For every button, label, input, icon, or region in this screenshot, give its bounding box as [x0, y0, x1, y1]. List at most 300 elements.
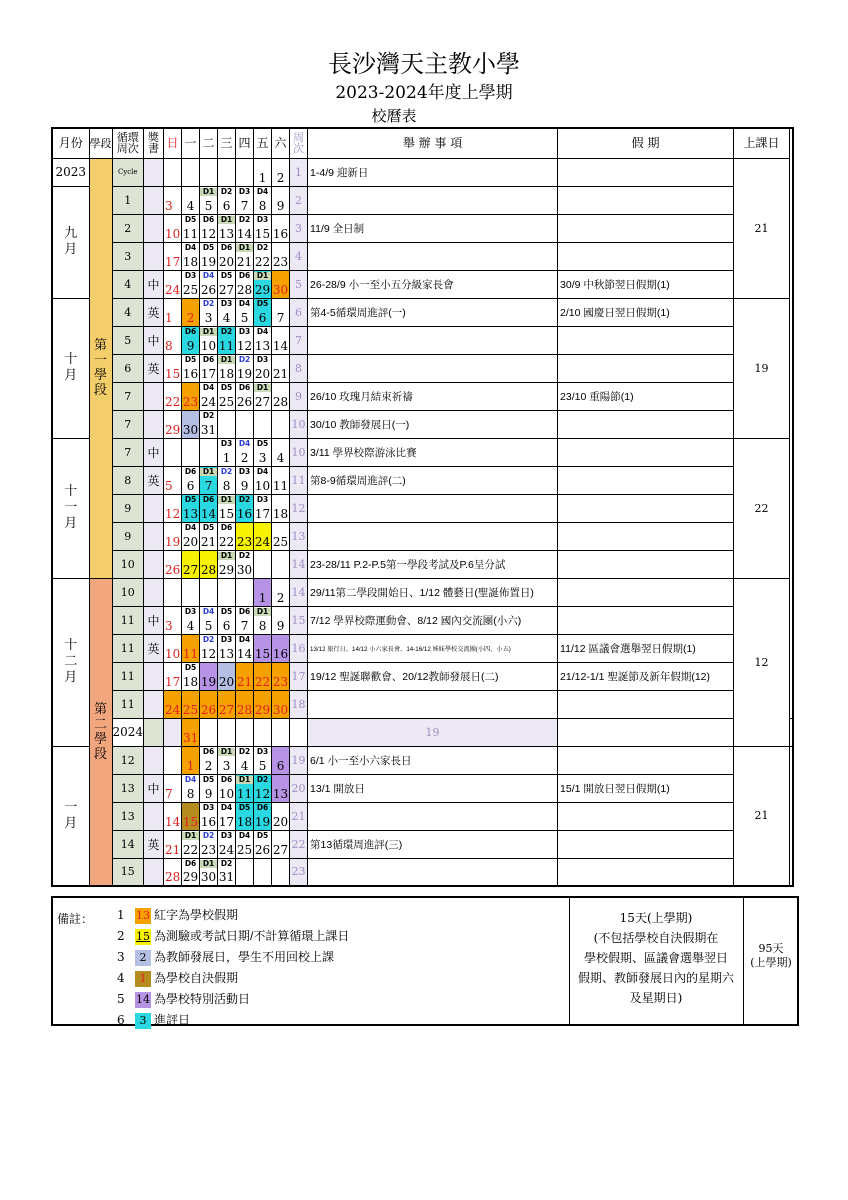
date-number: 13 [218, 226, 235, 241]
cycle-week [144, 718, 164, 746]
day-cell [254, 326, 272, 354]
date-number: 8 [165, 338, 173, 353]
date-number: 9 [186, 338, 195, 353]
week-number: 19 [290, 746, 308, 774]
day-cell [254, 438, 272, 466]
day-cell [272, 662, 290, 690]
week-row [52, 718, 793, 746]
book-award [144, 242, 164, 270]
header-cell: 五 [254, 128, 272, 158]
cycle-day-code: D2 [202, 830, 215, 840]
week-row [52, 298, 793, 326]
book-award: 中 [144, 774, 164, 802]
date-number: 11 [236, 786, 253, 801]
day-cell [272, 354, 290, 382]
date-number: 28 [165, 870, 181, 884]
calendar-title: 校曆表 [371, 107, 417, 125]
holiday-text [558, 830, 734, 858]
date-number: 27 [272, 842, 289, 857]
day-cell [236, 494, 254, 522]
date-number: 27 [182, 562, 199, 577]
day-cell [200, 438, 218, 466]
event-text: 第8-9循環周進評(二) [308, 466, 558, 494]
holiday-text [558, 186, 734, 214]
day-cell [182, 326, 200, 354]
date-number: 12 [165, 506, 181, 521]
cycle-day-code: D1 [218, 552, 235, 560]
day-cell [164, 634, 182, 662]
cycle-day-code: D3 [220, 298, 233, 308]
week-row [52, 830, 793, 858]
date-number: 25 [236, 842, 253, 857]
day-cell [272, 634, 290, 662]
day-cell [272, 858, 290, 886]
day-cell [200, 158, 218, 186]
date-number: 7 [276, 310, 285, 325]
day-cell [218, 802, 236, 830]
date-number: 1 [222, 450, 231, 465]
legend-text: 紅字為學校假期 [154, 908, 239, 922]
event-text: 26-28/9 小一至小五分級家長會 [308, 270, 558, 298]
date-number: 29 [218, 562, 235, 577]
date-number: 27 [254, 394, 271, 409]
day-cell [182, 158, 200, 186]
day-cell [164, 690, 182, 718]
day-cell [218, 242, 236, 270]
holiday-text [558, 214, 734, 242]
month-label [52, 578, 89, 746]
day-cell [272, 606, 290, 634]
book-award [144, 494, 164, 522]
header-cell: 月份 [52, 128, 89, 158]
day-cell [254, 690, 272, 718]
event-text: 7/12 學界校際運動會、8/12 國內交流團(小六) [308, 606, 558, 634]
day-cell [254, 158, 272, 186]
day-cell [164, 186, 182, 214]
date-number: 3 [258, 450, 267, 465]
day-cell [236, 634, 254, 662]
date-number: 30 [236, 562, 253, 577]
month-label [52, 438, 89, 578]
date-number: 22 [165, 394, 181, 409]
week-row [52, 466, 793, 494]
event-text [308, 494, 558, 522]
day-cell [236, 606, 254, 634]
day-cell [254, 466, 272, 494]
date-number: 14 [272, 338, 289, 353]
day-cell [272, 774, 290, 802]
day-cell [254, 382, 272, 410]
date-number: 2 [276, 170, 285, 185]
day-cell [164, 214, 182, 242]
date-number: 23 [272, 254, 289, 269]
holiday-text: 11/12 區議會選舉翌日假期(1) [558, 634, 734, 662]
date-number: 16 [200, 814, 217, 829]
cycle-day-code: D6 [202, 494, 215, 504]
cycle-day-code: D1 [236, 244, 253, 252]
date-number: 24 [254, 534, 271, 549]
cycle-day-code: D3 [256, 494, 269, 504]
cycle-day-code: D6 [184, 326, 197, 336]
date-number: 7 [240, 198, 249, 213]
event-text [558, 718, 734, 746]
day-cell [272, 718, 290, 746]
date-number: 20 [218, 674, 235, 689]
cycle-day-code: D5 [202, 242, 215, 252]
date-number: 23 [236, 534, 253, 549]
date-number: 13 [218, 646, 235, 661]
cycle-day-code: D4 [238, 298, 251, 308]
legend-item [117, 969, 238, 987]
school-days-count: 19 [734, 298, 790, 438]
week-row [52, 578, 793, 606]
week-number: 21 [290, 802, 308, 830]
date-number: 31 [218, 870, 235, 884]
legend-number: 1 [117, 908, 125, 922]
date-number: 4 [186, 618, 195, 633]
day-cell [182, 298, 200, 326]
day-cell [236, 410, 254, 438]
legend-swatch: 3 [135, 1013, 151, 1029]
day-cell [254, 298, 272, 326]
cycle-day-code: D2 [238, 354, 251, 364]
notes-total-days [743, 942, 799, 970]
week-number: 14 [290, 578, 308, 606]
date-number: 1 [186, 758, 195, 773]
date-number: 28 [200, 562, 217, 577]
day-cell [164, 578, 182, 606]
cycle-day-code: D6 [202, 354, 215, 364]
day-cell [182, 270, 200, 298]
date-number: 14 [165, 814, 181, 829]
date-number: 20 [182, 534, 199, 549]
day-cell [182, 718, 200, 746]
legend-item [117, 906, 238, 924]
holiday-text: 30/9 中秋節翌日假期(1) [558, 270, 734, 298]
date-number: 10 [200, 338, 217, 353]
day-cell [164, 550, 182, 578]
date-number: 5 [165, 478, 173, 493]
day-cell [272, 326, 290, 354]
date-number: 19 [254, 814, 271, 829]
day-cell [272, 382, 290, 410]
day-cell [182, 466, 200, 494]
year-label: 2023 [52, 158, 89, 186]
cycle-week: 11 [112, 662, 144, 690]
cycle-day-code: D5 [238, 802, 251, 812]
holiday-text: 15/1 開放日翌日假期(1) [558, 774, 734, 802]
day-cell [200, 270, 218, 298]
book-award: 英 [144, 634, 164, 662]
school-name: 長沙灣天主教小學 [328, 50, 520, 78]
cycle-day-code: D2 [202, 634, 215, 644]
book-award [144, 410, 164, 438]
day-cell [272, 466, 290, 494]
date-number: 2 [186, 310, 195, 325]
book-award: 英 [144, 830, 164, 858]
cycle-day-code: D6 [202, 746, 215, 756]
day-cell [290, 718, 308, 746]
cycle-week: 6 [112, 354, 144, 382]
day-cell [254, 242, 272, 270]
month-text: 九月 [64, 226, 78, 257]
day-cell [164, 858, 182, 886]
month-text: 一月 [64, 799, 78, 831]
cycle-week: 9 [112, 494, 144, 522]
month-text: 十月 [64, 352, 78, 383]
legend-number: 2 [117, 929, 125, 943]
cycle-day-code: D1 [218, 216, 235, 224]
week-row [52, 410, 793, 438]
day-cell [200, 466, 218, 494]
day-cell [236, 354, 254, 382]
cycle-week: 9 [112, 522, 144, 550]
day-cell [200, 746, 218, 774]
week-row [52, 550, 793, 578]
date-number: 15 [182, 814, 199, 829]
book-award [144, 550, 164, 578]
day-cell [200, 354, 218, 382]
holiday-text [558, 354, 734, 382]
month-text: 十二月 [64, 638, 78, 685]
event-text: 3/11 學界校際游泳比賽 [308, 438, 558, 466]
day-cell [164, 830, 182, 858]
day-cell [200, 802, 218, 830]
date-number: 12 [200, 646, 217, 661]
book-award [144, 578, 164, 606]
date-number: 10 [218, 786, 235, 801]
date-number: 24 [165, 282, 181, 297]
date-number: 21 [165, 842, 181, 857]
cycle-day-code: D6 [220, 242, 233, 252]
cycle-day-code: D2 [238, 494, 251, 504]
cycle-day-code: D2 [202, 410, 215, 420]
total-line: 95天 [758, 942, 784, 955]
day-cell [218, 382, 236, 410]
cycle-day-code: D4 [256, 326, 269, 336]
date-number: 1 [165, 310, 173, 325]
cycle-day-code: D3 [220, 634, 233, 644]
day-cell [236, 214, 254, 242]
day-cell [200, 662, 218, 690]
day-cell [218, 830, 236, 858]
cycle-day-code: D5 [256, 438, 269, 448]
event-text: 1-4/9 迎新日 [308, 158, 558, 186]
date-number: 16 [272, 646, 289, 661]
summary-line: 學校假期、區議會選舉翌日 [583, 951, 728, 965]
date-number: 28 [272, 394, 289, 409]
book-award [144, 522, 164, 550]
day-cell [164, 774, 182, 802]
book-award [144, 662, 164, 690]
day-cell [254, 774, 272, 802]
event-text: 23-28/11 P.2-P.5第一學段考試及P.6呈分試 [308, 550, 558, 578]
day-cell [236, 830, 254, 858]
day-cell [254, 662, 272, 690]
day-cell [272, 522, 290, 550]
day-cell [182, 690, 200, 718]
week-number: 10 [290, 410, 308, 438]
day-cell [218, 746, 236, 774]
date-number: 24 [200, 394, 217, 409]
date-number: 31 [200, 422, 217, 437]
day-cell [182, 774, 200, 802]
school-days-count: 22 [734, 438, 790, 578]
day-cell [272, 746, 290, 774]
week-row [52, 438, 793, 466]
day-cell [200, 242, 218, 270]
cycle-day-code: D4 [238, 438, 251, 448]
cycle-week: 13 [112, 802, 144, 830]
day-cell [218, 158, 236, 186]
cycle-day-code: D2 [220, 858, 233, 868]
week-number: 2 [290, 186, 308, 214]
day-cell [254, 494, 272, 522]
year-label: 2024 [112, 718, 144, 746]
cycle-week: 11 [112, 690, 144, 718]
day-cell [164, 662, 182, 690]
day-cell [182, 214, 200, 242]
holiday-text [558, 606, 734, 634]
day-cell [218, 858, 236, 886]
day-cell [182, 578, 200, 606]
date-number: 10 [165, 226, 181, 241]
event-text: 11/9 全日制 [308, 214, 558, 242]
event-text [308, 354, 558, 382]
stage-text: 第二學段 [93, 701, 107, 762]
date-number: 4 [222, 310, 231, 325]
day-cell [254, 606, 272, 634]
day-cell [200, 494, 218, 522]
cycle-week: 15 [112, 858, 144, 886]
event-text [308, 802, 558, 830]
date-number: 3 [204, 310, 213, 325]
book-award [144, 858, 164, 886]
day-cell [236, 690, 254, 718]
day-cell [272, 298, 290, 326]
cycle-day-code: D6 [238, 382, 251, 392]
date-number: 18 [236, 814, 253, 829]
cycle-day-code: D6 [184, 466, 197, 476]
day-cell [164, 746, 182, 774]
day-cell [182, 830, 200, 858]
date-number: 13 [272, 786, 289, 801]
week-number: 13 [290, 522, 308, 550]
cycle-day-code: D6 [202, 214, 215, 224]
day-cell [182, 410, 200, 438]
date-number: 6 [222, 198, 231, 213]
summary-line: (不包括學校自決假期在 [593, 931, 719, 945]
date-number: 26 [200, 282, 217, 297]
date-number: 27 [218, 282, 235, 297]
date-number: 14 [200, 506, 217, 521]
cycle-day-code: D4 [202, 270, 215, 280]
cycle-day-code: D4 [184, 242, 197, 252]
holiday-text [558, 242, 734, 270]
stage-label [89, 158, 112, 578]
day-cell [182, 186, 200, 214]
legend-text: 為學校特別活動日 [154, 992, 251, 1006]
event-text [308, 690, 558, 718]
day-cell [236, 550, 254, 578]
header-cell: 獎書 [144, 128, 164, 158]
day-cell [254, 746, 272, 774]
day-cell [164, 606, 182, 634]
week-row [52, 522, 793, 550]
cycle-day-code: D6 [256, 802, 269, 812]
cycle-day-code: D5 [184, 494, 197, 504]
day-cell [272, 578, 290, 606]
cycle-day-code: D4 [238, 634, 251, 644]
legend-item [117, 927, 349, 945]
date-number: 26 [200, 702, 217, 717]
week-number: 16 [290, 634, 308, 662]
cycle-day-code: D4 [238, 830, 251, 840]
cycle-week: 7 [112, 410, 144, 438]
day-cell [254, 270, 272, 298]
week-row [52, 326, 793, 354]
day-cell [218, 662, 236, 690]
book-award: 英 [144, 466, 164, 494]
day-cell [218, 606, 236, 634]
cycle-day-code: D2 [220, 466, 233, 476]
event-text: 19/12 聖誕聯歡會、20/12教師發展日(二) [308, 662, 558, 690]
cycle-day-code: D1 [218, 356, 235, 364]
date-number: 25 [182, 282, 199, 297]
date-number: 3 [165, 198, 173, 213]
cycle-day-code: D6 [238, 270, 251, 280]
date-number: 30 [272, 282, 289, 297]
day-cell [182, 550, 200, 578]
day-cell [218, 690, 236, 718]
legend-text: 為教師發展日，學生不用回校上課 [154, 950, 335, 964]
date-number: 4 [276, 450, 285, 465]
cycle-day-code: D3 [184, 606, 197, 616]
cycle-week: 4 [112, 298, 144, 326]
day-cell [236, 662, 254, 690]
day-cell [182, 802, 200, 830]
day-cell [200, 326, 218, 354]
summary-line: 15天(上學期) [619, 911, 693, 925]
cycle-day-code: D2 [202, 298, 215, 308]
week-number: 20 [290, 774, 308, 802]
date-number: 3 [165, 618, 173, 633]
week-row [52, 242, 793, 270]
week-number: 19 [308, 718, 558, 746]
book-award [144, 690, 164, 718]
legend-number: 6 [117, 1013, 125, 1027]
header-cell: 循環周次 [112, 128, 144, 158]
cycle-week: 7 [112, 438, 144, 466]
date-number: 19 [165, 534, 181, 549]
date-number: 30 [272, 702, 289, 717]
week-row [52, 270, 793, 298]
day-cell [218, 522, 236, 550]
date-number: 24 [218, 842, 235, 857]
summary-line: 假期、教師發展日內的星期六 [577, 971, 734, 985]
date-number: 2 [276, 590, 285, 605]
cycle-week: 11 [112, 634, 144, 662]
date-number: 3 [222, 758, 231, 773]
event-text [308, 522, 558, 550]
week-number: 4 [290, 242, 308, 270]
day-cell [218, 466, 236, 494]
day-cell [272, 186, 290, 214]
cycle-day-code: D1 [218, 496, 235, 504]
cycle-day-code: D3 [238, 326, 251, 336]
cycle-day-code: D5 [220, 606, 233, 616]
day-cell [218, 634, 236, 662]
